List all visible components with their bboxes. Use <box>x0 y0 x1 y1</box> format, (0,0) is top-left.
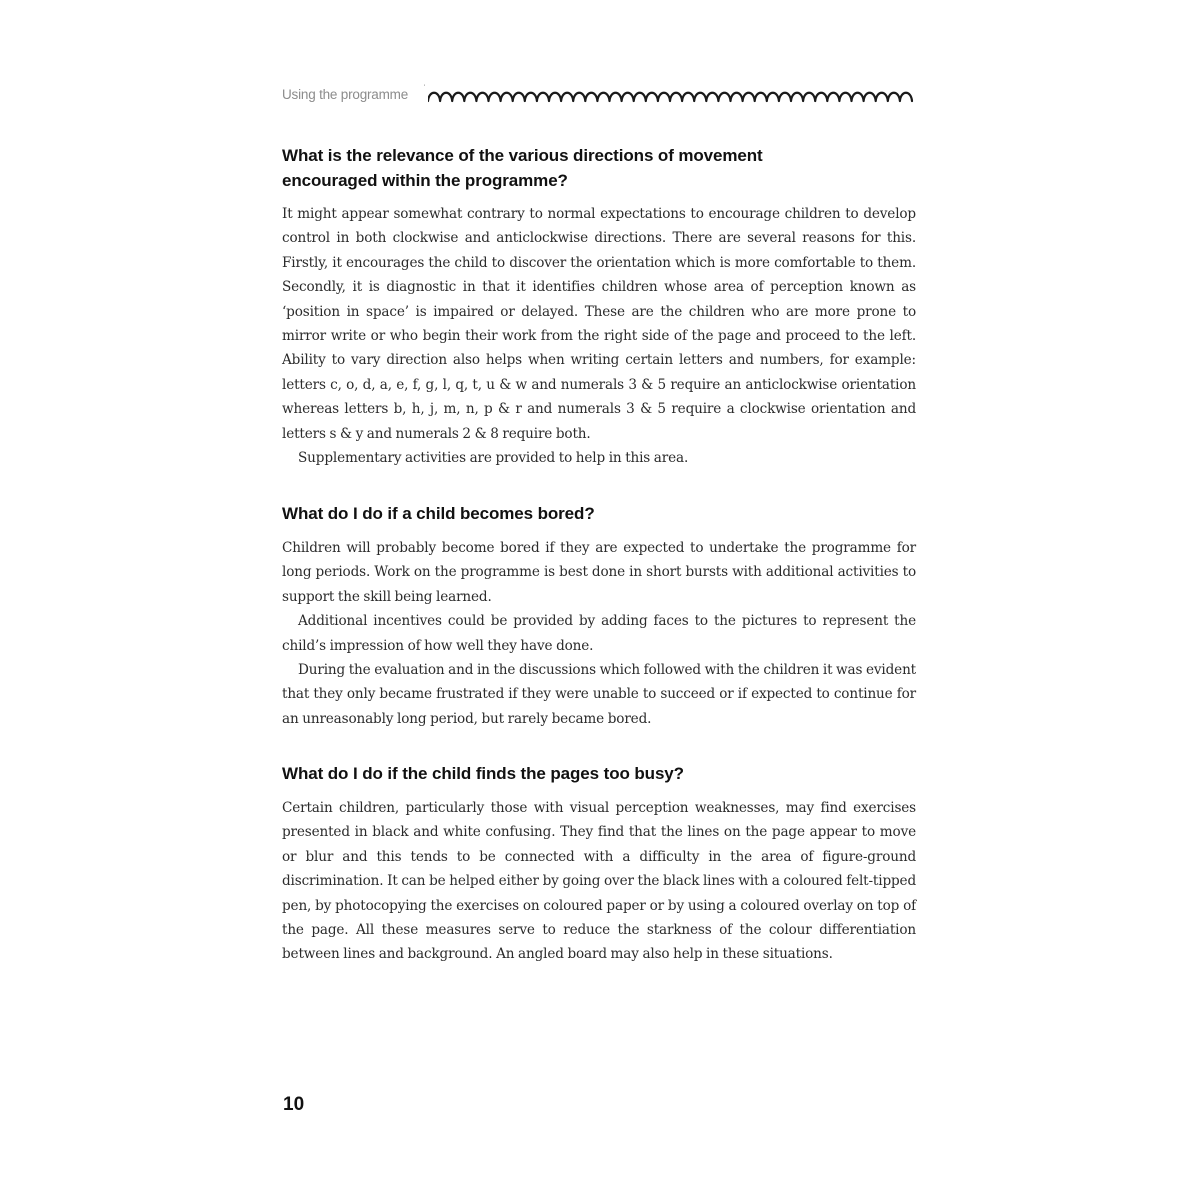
section-heading: What do I do if a child becomes bored? <box>282 504 595 523</box>
running-header-title: Using the programme <box>282 87 409 102</box>
section-3-body <box>282 796 916 967</box>
paragraph: Children will probably become bored if they are expected to undertake the programme for long periods. Work on the programme is best done in short bursts with additional activities to support the skill being learned. <box>282 540 916 605</box>
section-3 <box>282 761 916 786</box>
section-heading: What do I do if the child finds the pages too busy? <box>282 764 684 783</box>
section-1 <box>282 143 916 193</box>
running-header-mark: ˈ <box>423 84 427 95</box>
paragraph: It might appear somewhat contrary to normal expectations to encourage children to develop control in both clockwise and anticlockwise directions. There are several reasons for this. Firstly, it encourages the child to discover the orientation which is more comfortable to them. Secondly, it is diagnostic in that it identifies children whose area of perception known as ‘position in space’ is impaired or delayed. These are the children who are more prone to mirror write or who begin their work from the right side of the page and proceed to the left. Ability to vary direction also helps when writing certain letters and numbers, for example: letters c, o, d, a, e, f, g, l, q, t, u & w and numerals 3 & 5 require an anticlockwise orientation whereas letters b, h, j, m, n, p & r and numerals 3 & 5 require a clockwise orientation and letters s & y and numerals 2 & 8 require both. <box>282 206 916 442</box>
running-header <box>282 84 916 108</box>
section-1-body <box>282 202 916 470</box>
book-page <box>282 0 916 1200</box>
paragraph: During the evaluation and in the discussions which followed with the children it was evident that they only became frustrated if they were unable to succeed or if expected to continue for an unreasonably long period, but rarely became bored. <box>282 662 916 727</box>
section-heading: What is the relevance of the various directions of movement encouraged within the programme? <box>282 146 763 190</box>
paragraph: Additional incentives could be provided by adding faces to the pictures to represent the child’s impression of how well they have done. <box>282 613 916 654</box>
page-number: 10 <box>283 1094 305 1115</box>
section-2 <box>282 501 916 526</box>
paragraph: Supplementary activities are provided to help in this area. <box>298 450 689 467</box>
section-2-body <box>282 536 916 731</box>
decorative-wavy-line-icon <box>428 86 916 104</box>
paragraph: Certain children, particularly those with visual perception weaknesses, may find exercises presented in black and white confusing. They find that the lines on the page appear to move or blur and this tends to be connected with a difficulty in the area of figure-ground discrimination. It can be helped either by going over the black lines with a coloured felt-tipped pen, by photocopying the exercises on coloured paper or by using a coloured overlay on top of the page. All these measures serve to reduce the starkness of the colour differentiation between lines and background. An angled board may also help in these situations. <box>282 800 916 963</box>
